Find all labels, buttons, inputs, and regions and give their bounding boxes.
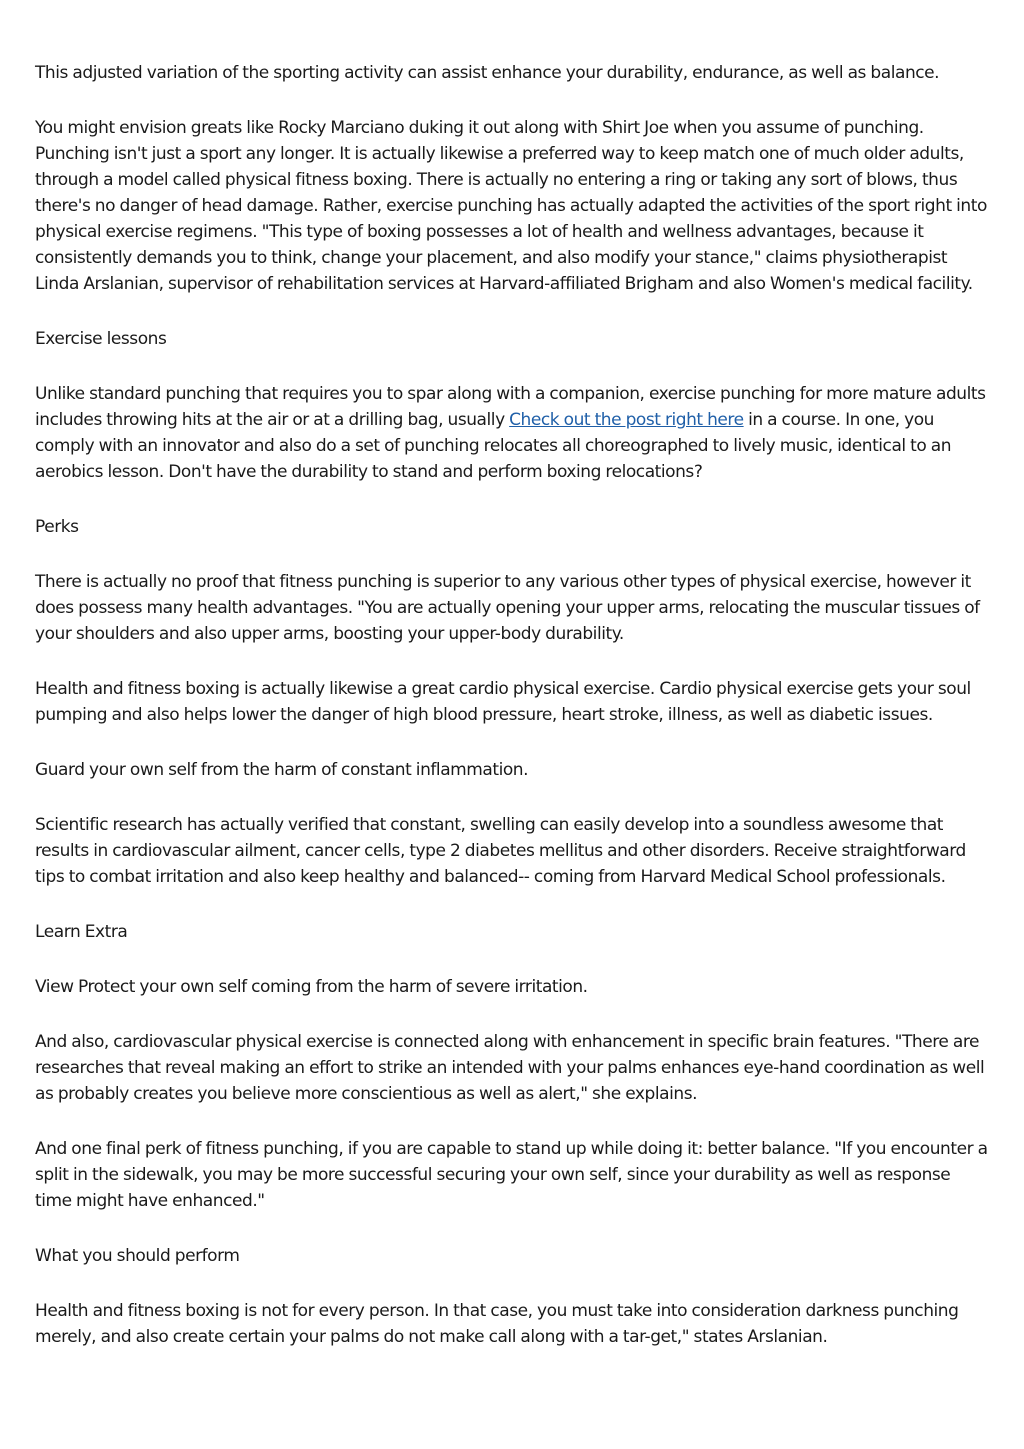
inflammation-guard-paragraph: Guard your own self from the harm of constant inflammation. [35,760,529,780]
punching-overview-paragraph: You might envision greats like Rocky Marciano duking it out along with Shirt Joe when you assume of punching. Punching isn't just a sport any longer. It is actually likewise a preferred way to keep match one of much older adults, through a model called physical fitness boxing. There is actually no entering a ring or taking any sort of blows, thus there's no danger of head damage. Rather, exercise punching has actually adapted the activities of the sport right into physical exercise regimens. "This type of boxing possesses a lot of health and wellness advantages, because it consistently demands you to think, change your placement, and also modify your stance," claims physiotherapist Linda Arslanian, supervisor of rehabilitation services at Harvard-affiliated Brigham and also Women's medical facility. [35,118,987,294]
check-out-post-link[interactable]: Check out the post right here [509,410,744,430]
exercise-lessons-text-before: Unlike standard punching that requires you to spar along with a companion, exercise punching for more mature adults includes throwing hits at the air or at a drilling bag, usually [35,384,986,430]
view-protect-text: View Protect your own self coming from the harm of severe irritation. [35,977,588,997]
closing-paragraph: Health and fitness boxing is not for every person. In that case, you must take into consideration darkness punching merely, and also create certain your palms do not make call along with a tar-get," states Arslanian. [35,1301,959,1347]
intro-paragraph: This adjusted variation of the sporting activity can assist enhance your durability, endurance, as well as balance. [35,63,940,83]
section-heading-exercise-lessons: Exercise lessons [35,329,167,349]
perks-paragraph: There is actually no proof that fitness punching is superior to any various other types of physical exercise, however it does possess many health advantages. "You are actually opening your upper arms, relocating the muscular tissues of your shoulders and also upper arms, boosting your upper-body durability. [35,572,980,644]
cardio-paragraph: Health and fitness boxing is actually likewise a great cardio physical exercise. Cardio physical exercise gets your soul pumping and also helps lower the danger of high blood pressure, heart stroke, illness, as well as diabetic issues. [35,679,971,725]
brain-features-paragraph: And also, cardiovascular physical exercise is connected along with enhancement in specific brain features. "There are researches that reveal making an effort to strike an intended with your palms enhances eye-hand coordination as well as probably creates you believe more conscientious as well as alert," she explains. [35,1032,985,1104]
scientific-research-paragraph: Scientific research has actually verified that constant, swelling can easily develop into a soundless awesome that results in cardiovascular ailment, cancer cells, type 2 diabetes mellitus and other disorders. Receive straightforward tips to combat irritation and also keep healthy and balanced-- coming from Harvard Medical School professionals. [35,815,966,887]
learn-extra-text: Learn Extra [35,922,128,942]
section-heading-perks: Perks [35,517,79,537]
balance-paragraph: And one final perk of fitness punching, if you are capable to stand up while doing it: better balance. "If you encounter a split in the sidewalk, you may be more successful securing your own self, since your durability as well as response time might have enhanced." [35,1139,988,1211]
exercise-lessons-paragraph [35,381,990,485]
exercise-lessons-text-after: in a course. In one, you comply with an innovator and also do a set of punching relocates all choreographed to lively music, identical to an aerobics lesson. Don't have the durability to stand and perform boxing relocations? [35,410,952,482]
section-heading-what-to-perform: What you should perform [35,1246,240,1266]
article-body [35,60,990,1379]
